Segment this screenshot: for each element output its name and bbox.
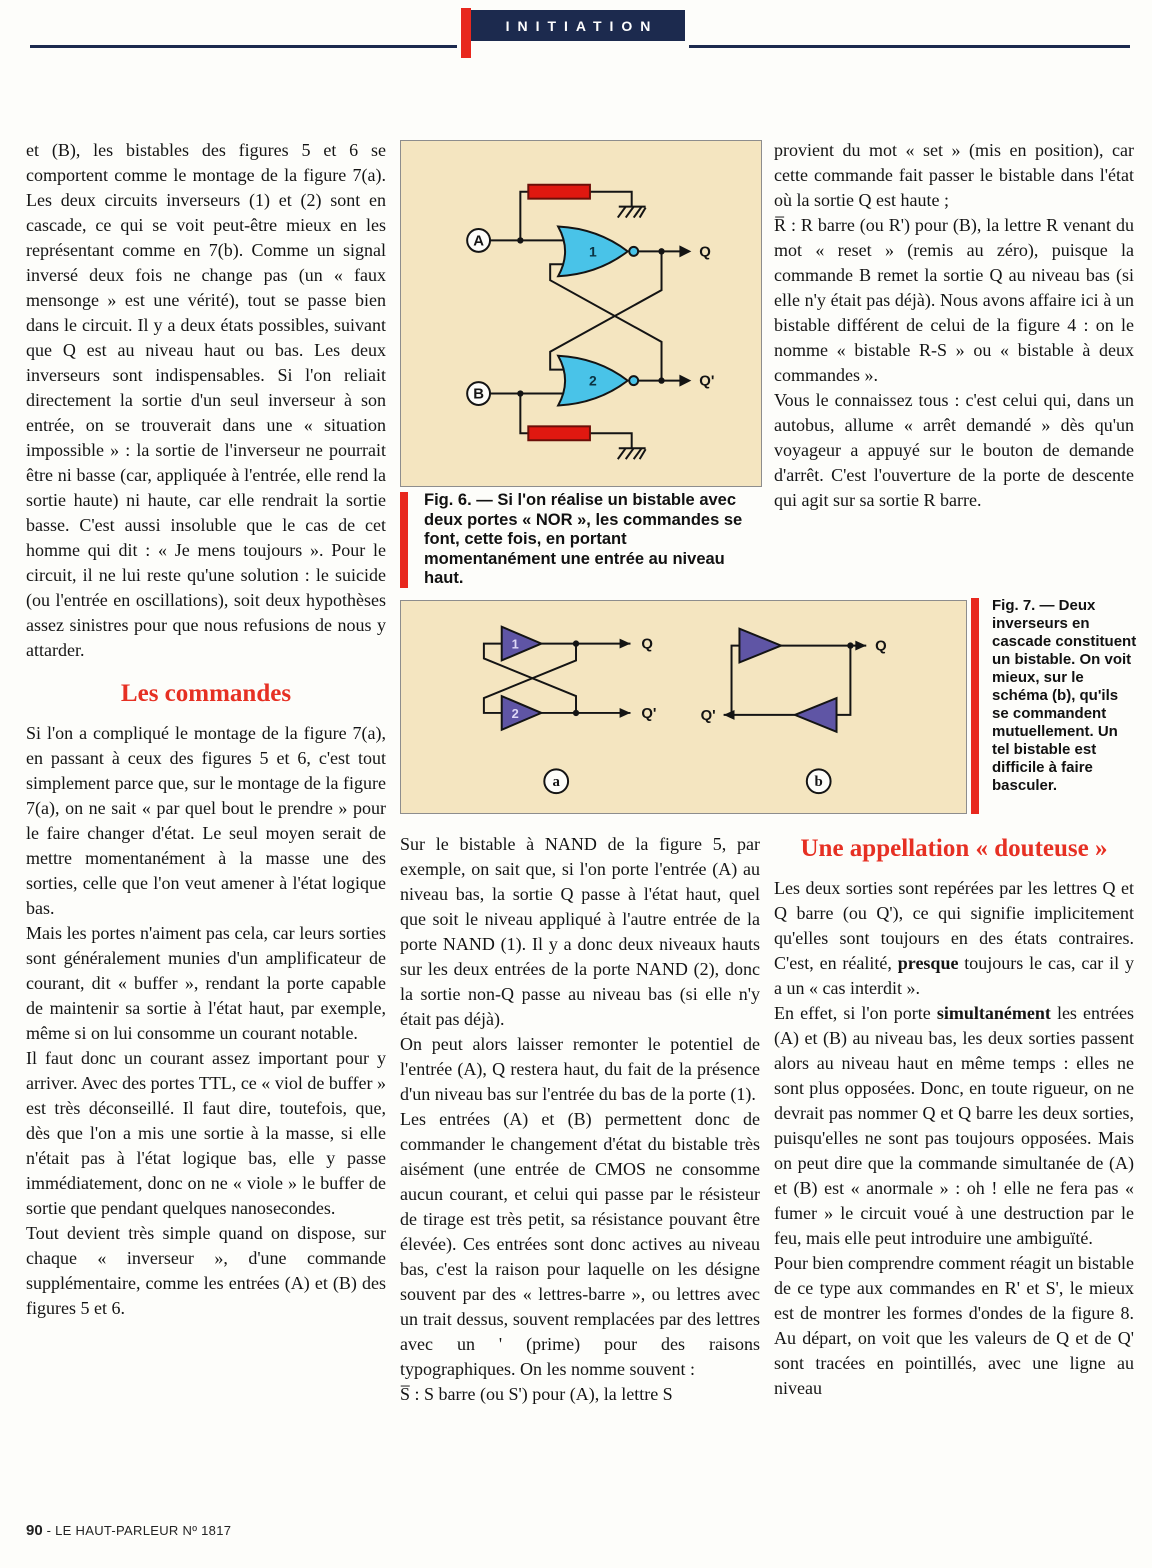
paragraph [774,876,1134,1001]
ground-symbol-bottom [618,448,646,459]
wire-b-left [732,646,740,715]
wire-a-cross-2 [484,644,576,713]
wire-b-to-resistor [520,394,528,434]
wire-b-right [837,646,851,715]
label-qa: Q [641,636,653,653]
paragraph: Vous le connaissez tous : c'est celui qui, dans un autobus, allume « arrêt demandé » dès qu'un voyageur a appuyé sur le bouton de demande d'arrêt. C'est l'ouverture de la porte de descente qui agit sur sa sortie R barre. [774,390,1134,510]
label-a: A [473,233,484,250]
paragraph: Sur le bistable à NAND de la figure 5, par exemple, on sait que, si l'on porte l'entrée (A) au niveau bas, la sortie Q passe à l'état haut, quel que soit le niveau appliqué à l'autre entrée de la porte NAND (1). Il y a donc deux niveaux hauts sur les deux entrées de la porte NAND (2), donc la sortie non-Q passe au niveau bas (si elle n'y était pas déjà). [400,834,760,1029]
label-b: B [473,386,484,403]
junction-dot [658,248,664,254]
header-rule-right [689,45,1130,48]
arrow-qa [620,639,631,649]
label-qpa: Q' [641,705,657,722]
paragraph: provient du mot « set » (mis en position), car cette commande fait passer le bistable dans l'état où la sortie Q est haute ; [774,140,1134,210]
column-3-top [774,138,1134,592]
pull-resistor-bottom [528,426,590,440]
rubric-banner [471,10,685,41]
junction-dot [517,390,523,396]
column-3-bottom [774,830,1134,1530]
section-heading-une-appellation: Une appellation « douteuse » [800,835,1108,862]
column-1 [26,138,386,1520]
paragraph: Mais les portes n'aiment pas cela, car leurs sorties sont généralement munies d'un amplificateur de courant, dit « buffer », rendant la porte capable de maintenir sa sortie à l'état haut, par exemple, même si on lui consomme un courant notable. [26,923,386,1043]
arrow-qbar [679,375,691,387]
arrow-qpa [620,708,631,718]
label-qb: Q [875,638,887,655]
header-rule-left [30,45,457,48]
page-number: 90 [26,1522,43,1539]
nor-gate-1-bubble [629,247,638,256]
junction-dot [573,710,579,716]
paragraph: Il faut donc un courant assez important pour y arriver. Avec des portes TTL, ce « viol de buffer » est très déconseillé. Il faut dire, toutefois, que, dès que l'on a mis une sortie à la masse, si elle n'était pas à l'état logique bas, elle y passe immédiatement, donc on ne « viole » le buffer de sortie que pendant quelques nanosecondes. [26,1048,386,1218]
section-heading-les-commandes: Les commandes [120,680,292,707]
paragraph: Pour bien comprendre comment réagit un bistable de ce type aux commandes en R' et S', le mieux est de montrer les formes d'ondes de la figure 8. Au départ, on voit que les valeurs de Q et de Q' sont tracées en pointillés, avec une ligne au niveau [774,1253,1134,1398]
inverter-bottom-b [795,698,837,732]
paragraph: R̅ : R barre (ou R') pour (B), la lettre R venant du mot « reset » (remis au zéro), puisque la commande B remet la sortie Q au niveau bas (si elle n'y était pas déjà). Nous avons affaire ici à un bistable différent de celui de la figure 4 : on le nomme « bistable R-S » ou « bistable à deux commandes ». [774,215,1134,385]
junction-dot [517,237,523,243]
figure-7 [400,600,967,814]
text-run: les entrées (A) et (B) au niveau bas, les deux sorties passent alors au niveau haut en même temps : elles ne sont plus opposées. Donc, en toute rigueur, on ne devrait pas nommer Q et Q barre les deux sorties, puisqu'elles ne sont pas toujours opposées. Mais on peut dire que la commande simultanée de (A) et (B) est « anormale » : oh ! elle ne fera pas « fumer » le circuit voué à une destruction par le feu, mais elle peut introduire une ambiguïté. [774,1003,1134,1248]
fig6-schematic [401,141,759,484]
label-inv-2: 2 [511,705,519,721]
inverter-1 [502,627,542,661]
junction-dot [847,642,853,648]
rubric-accent-bar [461,8,471,58]
junction-dot [573,640,579,646]
wire-resistor-to-ground-top [590,192,632,207]
label-inv-1: 1 [511,636,519,652]
label-qbar: Q' [699,373,715,390]
paragraph [774,1001,1134,1251]
ground-symbol-top [618,207,646,218]
paragraph: Tout devient très simple quand on dispose, sur chaque « inverseur », d'une commande supplémentaire, comme les entrées (A) et (B) des figures 5 et 6. [26,1223,386,1318]
label-gate-2: 2 [589,372,597,389]
paragraph: S̅ : S barre (ou S') pour (A), la lettre S [400,1384,673,1404]
rubric-label: INITIATION [505,17,659,34]
nor-gate-2-bubble [629,376,638,385]
bold-run: presque [897,953,959,973]
label-subfigure-b: b [814,774,823,791]
text-run: toujours le cas, car il y a un « cas interdit ». [774,953,1134,998]
label-gate-1: 1 [589,243,597,260]
text-run: Les deux sorties sont repérées par les lettres Q et Q barre (ou Q'), ce qui signifie implicitement qu'elles sont toujours en des états contraires. C'est, en réalité, [774,878,1134,973]
inverter-2 [502,696,542,730]
fig6-caption: Fig. 6. — Si l'on réalise un bistable avec deux portes « NOR », les commandes se font, cette fois, en portant momentanément une entrée au niveau haut. [424,491,743,587]
paragraph: Les entrées (A) et (B) permettent donc de commander le changement d'état du bistable très aisément (une entrée de CMOS ne consomme aucun courant, et celui qui passe par le résisteur de tirage est très petit, sa résistance pouvant être élevée). Ces entrées sont donc actives au niveau bas, c'est la raison pour laquelle on les désigne souvent par des « lettres-barre », ou lettres avec un trait dessus, souvent remplacées par des lettres avec un ' (prime) pour des raisons typographiques. On les nomme souvent : [400,1109,760,1379]
wire-resistor-to-ground-bottom [590,433,632,448]
junction-dot [658,377,664,383]
fig7-caption-bar [971,598,979,814]
paragraph: et (B), les bistables des figures 5 et 6 se comportent comme le montage de la figure 7(a). Les deux circuits inverseurs (1) et (2) sont en cascade, ce qui se voit peut-être mieux en les représentant comme en 7(b). Comme un signal inversé deux fois ne change pas (un « faux mensonge » est une vérité), tout se passe bien dans le circuit. Il y a deux états possibles, suivant que Q est au niveau haut ou bas. Les deux inverseurs sont indispensables. Si l'on reliait directement la sortie d'un seul inverseur à son entrée, on se trouverait dans une « situation impossible » : la sortie de l'inverseur ne pourrait être ni basse (car, appliquée à l'entrée, elle rend la sortie haute) ni haute, car elle rendrait la sortie basse. C'est aussi insoluble que le cas de cet homme qui dit : « Je mens toujours ». Pour le circuit, il ne lui reste qu'une solution : le suicide (ou l'entrée en oscillations), soit deux hypothèses assez sinistres pour que nous refusions de nous y attarder. [26,140,386,660]
pull-resistor-top [528,185,590,199]
label-q: Q [699,244,711,261]
inverter-top-b [739,629,781,663]
wire-a-to-resistor [520,192,528,241]
arrow-qb [855,641,866,651]
figure-6 [400,140,762,487]
paragraph: Si l'on a compliqué le montage de la figure 7(a), en passant à ceux des figures 5 et 6, c'est tout simplement parce que, sur le montage de la figure 7(a), on ne sait « par quel bout le prendre » pour le faire changer d'état. Le seul moyen serait de mettre momentanément à la masse une des sorties, celle que l'on veut amener à l'état logique bas. [26,723,386,918]
column-2-text [400,832,760,1534]
fig7-caption: Fig. 7. — Deux inverseurs en cascade constituent un bistable. On voit mieux, sur le schéma (b), qu'ils se commandent mutuellement. Un tel bistable est difficile à faire basculer. [992,597,1137,794]
text-run: En effet, si l'on porte [774,1003,937,1023]
bold-run: simultanément [936,1003,1051,1023]
arrow-q [679,245,691,257]
paragraph: On peut alors laisser remonter le potentiel de l'entrée (A), Q restera haut, du fait de la présence d'un niveau bas sur l'entrée du bas de la porte (1). [400,1034,760,1104]
page-footer [26,1522,231,1540]
label-subfigure-a: a [552,774,560,791]
label-qpb: Q' [700,707,716,724]
fig6-caption-bar [400,492,408,588]
fig7-schematic [401,601,964,811]
arrow-qpb [724,710,735,720]
footer-text: - LE HAUT-PARLEUR Nº 1817 [42,1523,232,1538]
